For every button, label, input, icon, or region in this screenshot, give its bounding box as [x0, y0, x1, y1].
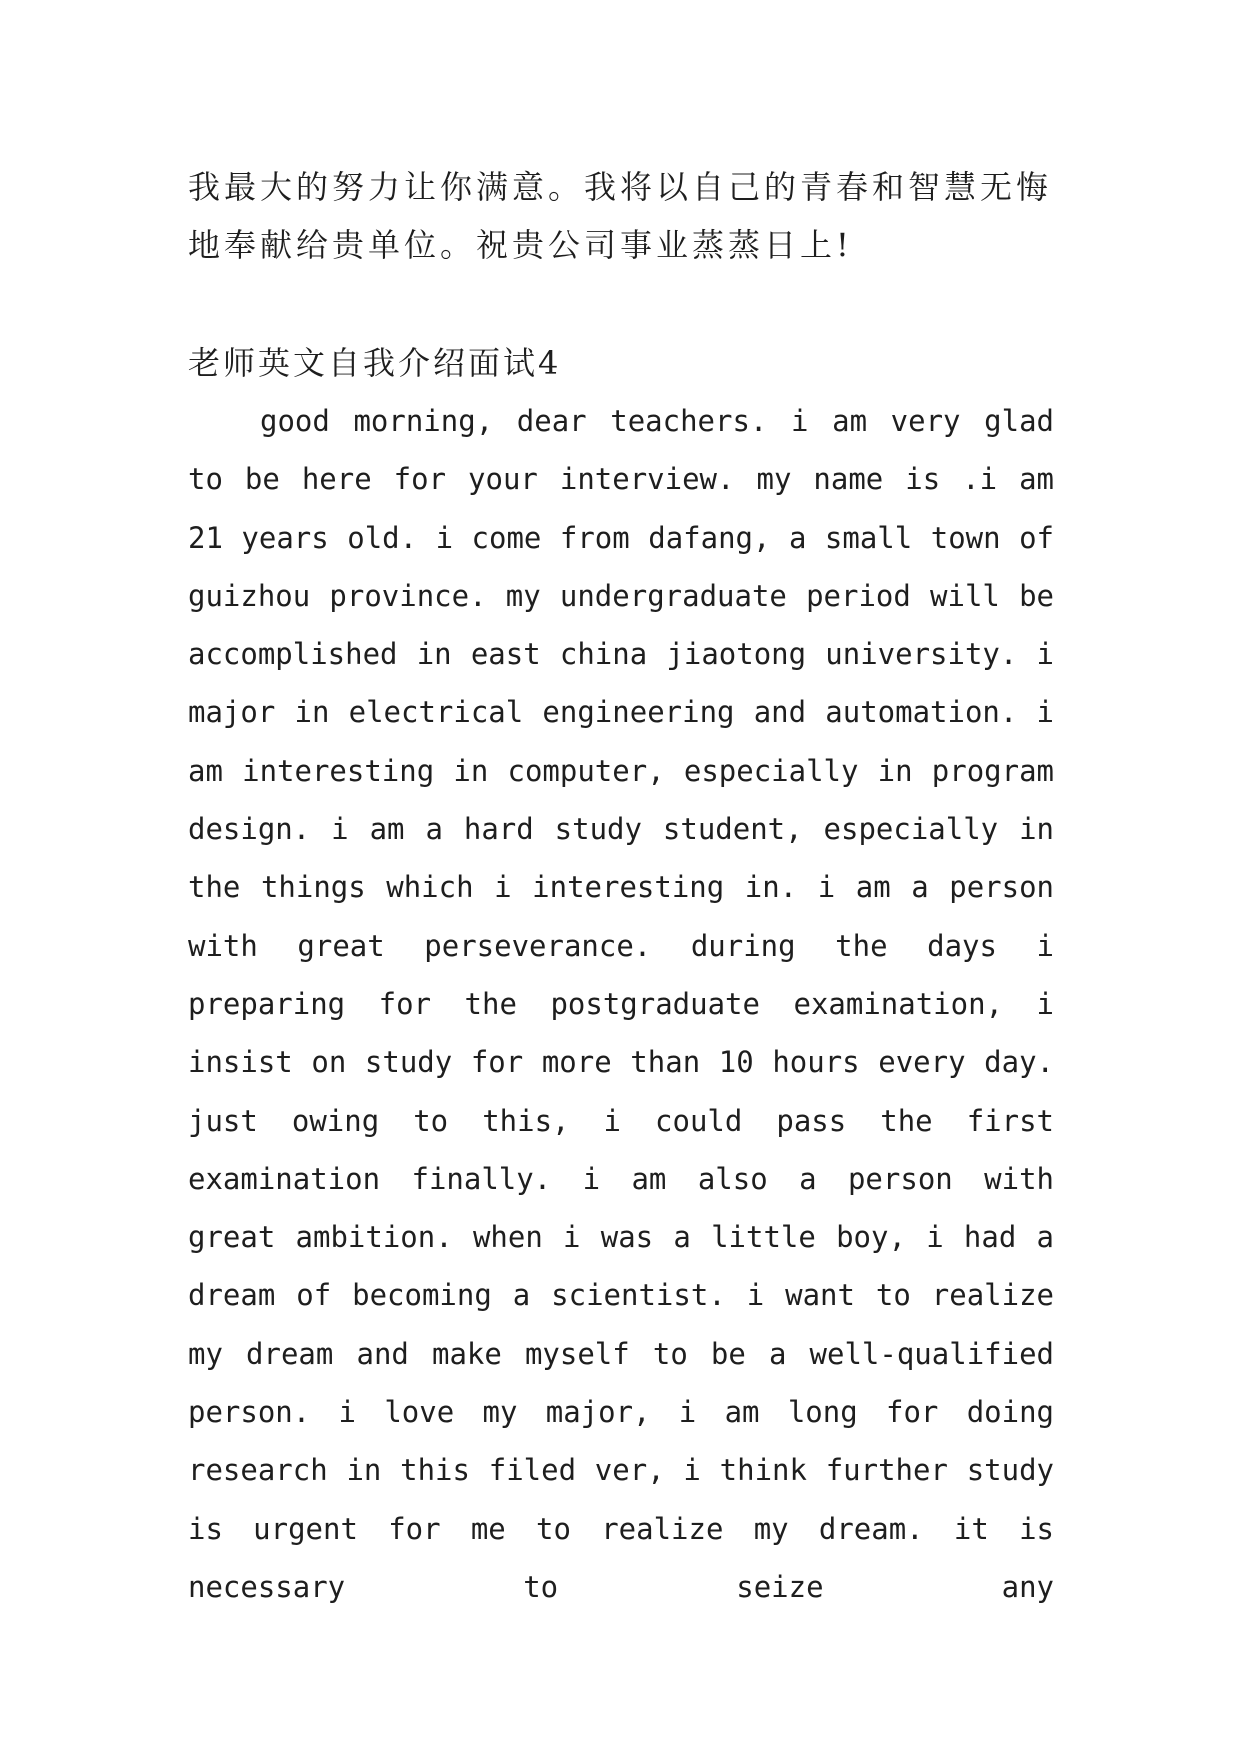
section-heading: 老师英文自我介绍面试4 [188, 344, 562, 382]
self-introduction-paragraph: good morning, dear teachers. i am very glad to be here for your interview. my name is .i am 21 years old. i come from dafang, a small town of guizhou province. my undergraduate period will be accomplished in east china jiaotong university. i major in electrical engineering and automation. i am interesting in computer, especially in program design. i am a hard study student, especially in the things which i interesting in. i am a person with great perseverance. during the days i preparing for the postgraduate examination, i insist on study for more than 10 hours every day. just owing to this, i could pass the first examination finally. i am also a person with great ambition. when i was a little boy, i had a dream of becoming a scientist. i want to realize my dream and make myself to be a well-qualified person. i love my major, i am long for doing research in this filed ver, i think further study is urgent for me to realize my dream. it is necessary to seize any [188, 404, 1054, 1604]
closing-paragraph: 我最大的努力让你满意。我将以自己的青春和智慧无悔地奉献给贵单位。祝贵公司事业蒸蒸日上! [188, 168, 1053, 264]
document-body [188, 158, 1054, 1616]
